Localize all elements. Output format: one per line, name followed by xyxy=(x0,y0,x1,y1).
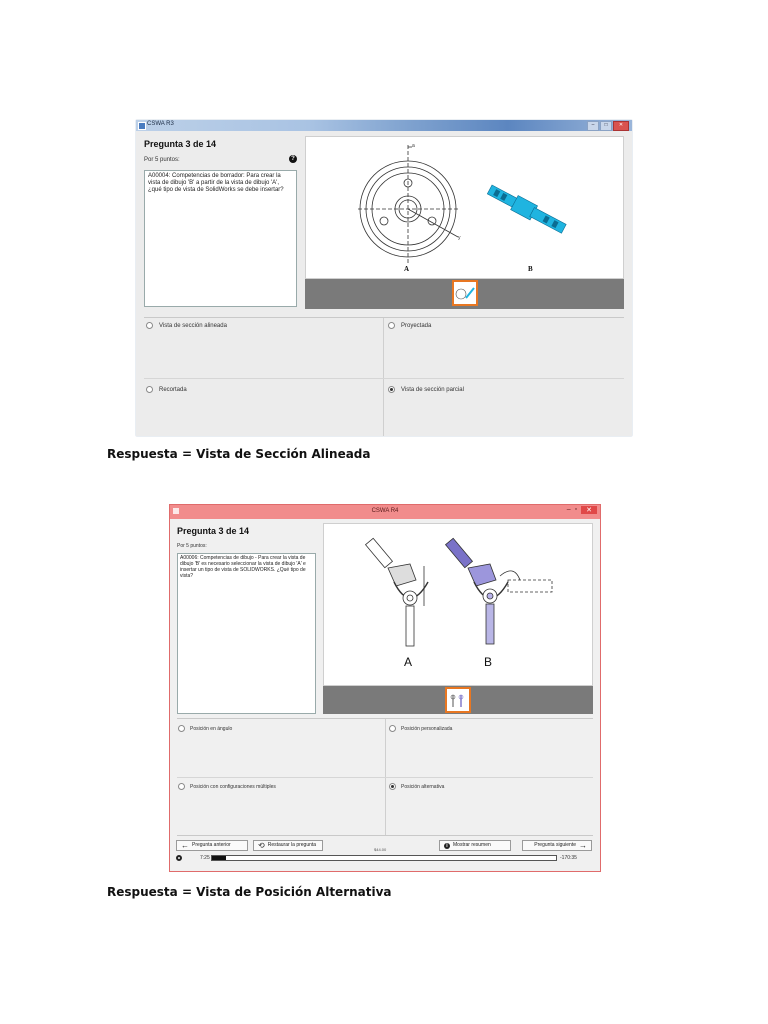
drawing-thumbnail[interactable] xyxy=(445,687,471,713)
window-title: CSWA R4 xyxy=(371,508,399,514)
view-b-label: B xyxy=(528,265,533,273)
footer-center-text: $44.00 xyxy=(374,847,387,852)
option-3[interactable] xyxy=(146,386,187,393)
close-icon[interactable]: ✕ xyxy=(581,506,597,514)
svg-text:a: a xyxy=(412,143,415,149)
arrow-left-icon: ← xyxy=(181,840,189,850)
option-3[interactable] xyxy=(178,783,276,790)
view-a-label: A xyxy=(404,265,410,273)
app-icon xyxy=(138,122,146,130)
time-progress-fill xyxy=(212,856,226,860)
question-text: A00006: Competencias de dibujo - Para crear la vista de dibujo 'B' es necesario seleccionar la vista de dibujo 'A' e insertar un tipo de vista de SOLIDWORKS. ¿Qué tipo de vista? xyxy=(177,553,316,714)
option-label: Proyectada xyxy=(401,322,432,329)
thumbnail-strip xyxy=(323,686,593,714)
window-title: CSWA R3 xyxy=(147,121,174,127)
option-label: Posición en ángulo xyxy=(190,725,233,732)
help-icon[interactable]: ? xyxy=(289,155,297,163)
clock-icon xyxy=(176,855,182,861)
radio-button[interactable] xyxy=(178,725,185,732)
previous-question-button[interactable]: ← Pregunta anterior xyxy=(176,840,248,851)
option-label: Vista de sección parcial xyxy=(401,386,464,393)
radio-button-selected[interactable] xyxy=(389,783,396,790)
option-2[interactable] xyxy=(388,322,431,329)
option-label: Vista de sección alineada xyxy=(159,322,227,329)
info-icon: i xyxy=(444,843,450,849)
answer-caption-2: Respuesta = Vista de Posición Alternativa xyxy=(107,885,392,899)
next-question-button[interactable]: Pregunta siguiente → xyxy=(522,840,592,851)
maximize-icon[interactable]: □ xyxy=(600,121,612,131)
radio-button-selected[interactable] xyxy=(388,386,395,393)
view-b-label: B xyxy=(484,655,493,669)
time-progress-bar xyxy=(211,855,557,861)
option-1[interactable] xyxy=(178,725,232,732)
maximize-icon[interactable]: ▫ xyxy=(574,506,578,513)
minimize-icon[interactable]: – xyxy=(587,121,599,131)
points-label: Por 5 puntos: xyxy=(177,543,207,549)
option-label: Posición alternativa xyxy=(401,783,445,790)
close-icon[interactable]: ✕ xyxy=(613,121,629,131)
question-title: Pregunta 3 de 14 xyxy=(177,526,250,536)
drawing-illustration xyxy=(306,137,623,278)
option-label: Posición personalizada xyxy=(401,725,453,732)
drawing-view xyxy=(305,136,624,279)
drawing-view xyxy=(323,523,593,686)
timer-elapsed: 7:25 xyxy=(200,855,210,861)
exam-window-cswa-r4 xyxy=(169,504,601,872)
title-bar[interactable] xyxy=(136,120,632,131)
show-summary-button[interactable]: i Mostrar resumen xyxy=(439,840,511,851)
arrow-right-icon: → xyxy=(579,840,587,850)
answer-caption-1: Respuesta = Vista de Sección Alineada xyxy=(107,447,371,461)
drawing-thumbnail[interactable] xyxy=(452,280,478,306)
timer-remaining: -170:35 xyxy=(560,855,577,861)
radio-button[interactable] xyxy=(178,783,185,790)
restore-question-button[interactable]: ⟲ Restaurar la pregunta xyxy=(253,840,323,851)
drawing-illustration xyxy=(324,524,592,685)
question-text: A00004: Competencias de borrador: Para crear la vista de dibujo 'B' a partir de la vista de dibujo 'A', ¿qué tipo de vista de SolidWorks se debe insertar? xyxy=(144,170,297,307)
radio-button[interactable] xyxy=(388,322,395,329)
refresh-icon: ⟲ xyxy=(258,840,265,850)
option-label: Recortada xyxy=(159,386,187,393)
option-2[interactable] xyxy=(389,725,452,732)
view-a-label: A xyxy=(404,655,413,669)
thumbnail-strip xyxy=(305,279,624,309)
radio-button[interactable] xyxy=(146,386,153,393)
option-label: Posición con configuraciones múltiples xyxy=(190,783,276,790)
svg-text:y: y xyxy=(458,235,461,241)
radio-button[interactable] xyxy=(389,725,396,732)
title-bar[interactable] xyxy=(170,505,600,519)
question-title: Pregunta 3 de 14 xyxy=(144,139,217,149)
exam-window-cswa-r3 xyxy=(136,120,632,436)
minimize-icon[interactable]: – xyxy=(566,506,571,513)
option-1[interactable] xyxy=(146,322,227,329)
option-4[interactable] xyxy=(388,386,464,393)
points-label: Por 5 puntos: xyxy=(144,157,180,163)
option-4[interactable] xyxy=(389,783,444,790)
radio-button[interactable] xyxy=(146,322,153,329)
